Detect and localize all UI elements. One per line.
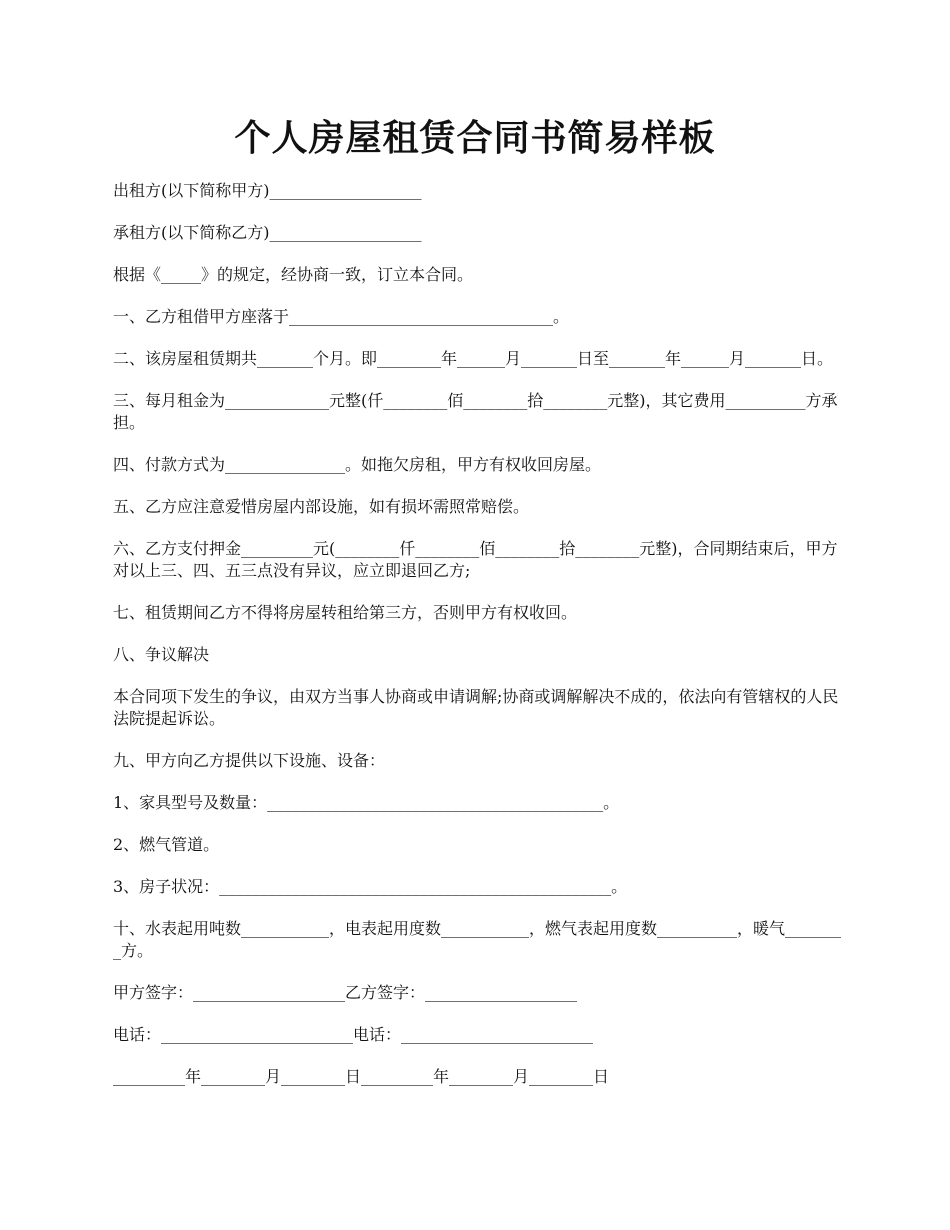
lessor-line: 出租方(以下简称甲方)___________________ (113, 181, 422, 200)
signature-line: 甲方签字：___________________乙方签字：___________________ (113, 983, 578, 1002)
clause-9-item-1: 1、家具型号及数量：__________________________________________。 (113, 793, 620, 812)
clause-8-dispute: 本合同项下发生的争议，由双方当事人协商或申请调解;协商或调解解决不成的，依法向有管辖权的人民法院提起诉讼。 (113, 687, 839, 728)
date-line: _________年________月________日_________年________月________日 (113, 1067, 610, 1086)
clause-7-sublet: 七、租赁期间乙方不得将房屋转租给第三方，否则甲方有权收回。 (113, 603, 578, 622)
clause-8-heading: 八、争议解决 (113, 645, 210, 664)
clause-9-heading: 九、甲方向乙方提供以下设施、设备： (113, 751, 386, 770)
lessee-line: 承租方(以下简称乙方)___________________ (113, 223, 422, 242)
clause-5-facilities-care: 五、乙方应注意爱惜房屋内部设施，如有损坏需照常赔偿。 (113, 497, 530, 516)
phone-line: 电话：________________________电话：________________________ (113, 1025, 594, 1044)
clause-4-payment: 四、付款方式为_______________。如拖欠房租，甲方有权收回房屋。 (113, 455, 602, 474)
clause-10-meters: 十、水表起用吨数___________，电表起用度数___________，燃气表起用度数__________，暖气________方。 (113, 919, 842, 960)
clause-9-item-3: 3、房子状况：_________________________________________________。 (113, 877, 628, 896)
clause-1-location: 一、乙方租借甲方座落于_________________________________。 (113, 307, 570, 326)
document-title: 个人房屋租赁合同书简易样板 (234, 117, 716, 159)
clause-6-deposit: 六、乙方支付押金_________元(________仟________佰________拾________元整)，合同期结束后，甲方对以上三、四、五三点没有异议，应立即退回乙方; (113, 539, 838, 580)
clause-9-item-2: 2、燃气管道。 (113, 835, 220, 854)
clause-2-term: 二、该房屋租赁期共_______个月。即________年______月_______日至_______年______月_______日。 (113, 349, 834, 368)
clause-3-rent: 三、每月租金为_____________元整(仟________佰________拾________元整)，其它费用__________方承担。 (113, 391, 838, 432)
basis-clause: 根据《_____》的规定，经协商一致，订立本合同。 (113, 265, 474, 284)
document-body (113, 180, 843, 1108)
